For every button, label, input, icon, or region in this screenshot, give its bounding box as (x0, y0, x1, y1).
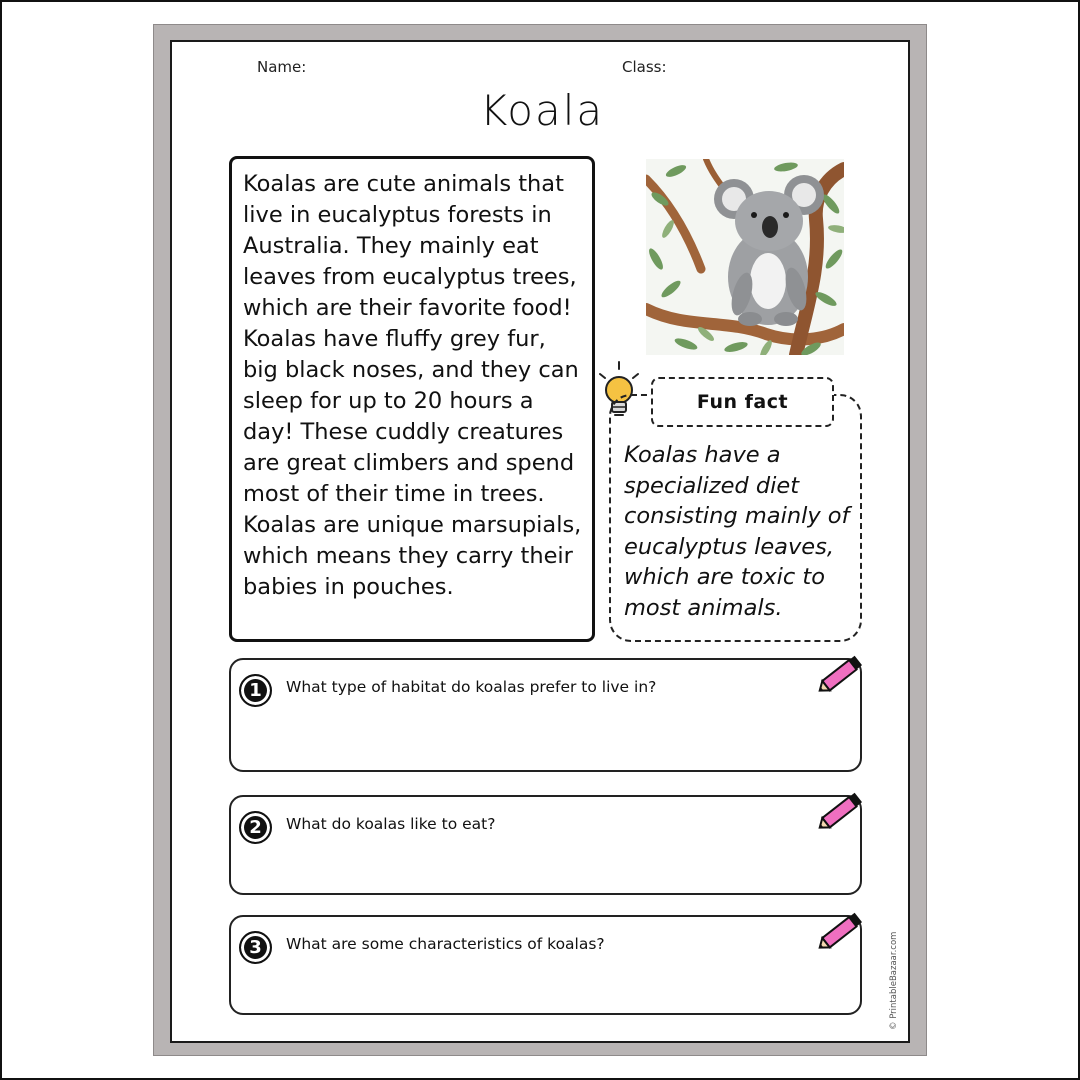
fun-fact-heading: Fun fact (651, 377, 834, 427)
question-text: What type of habitat do koalas prefer to live in? (286, 678, 657, 696)
question-box-1[interactable] (229, 658, 862, 772)
passage-text: Koalas are cute animals that live in eucalyptus forests in Australia. They mainly eat leaves from eucalyptus trees, which are their favorite food! Koalas have fluffy grey fur, big black noses, and they can sleep for up to 20 hours a day! These cuddly creatures are great climbers and spend most of their time in trees. Koalas are unique marsupials, which means they carry their babies in pouches. (243, 171, 582, 600)
koala-illustration (646, 159, 844, 355)
pencil-icon (814, 650, 868, 698)
question-number-badge: 1 (239, 674, 272, 707)
question-number-badge: 3 (239, 931, 272, 964)
worksheet-page (170, 40, 910, 1043)
question-box-3[interactable] (229, 915, 862, 1015)
question-text: What do koalas like to eat? (286, 815, 496, 833)
question-box-2[interactable] (229, 795, 862, 895)
passage-box (229, 156, 595, 642)
question-number-badge: 2 (239, 811, 272, 844)
copyright-text: © PrintableBazaar.com (889, 931, 899, 1030)
page-title: Koala (479, 86, 605, 135)
fun-fact-box (609, 394, 862, 642)
class-label: Class: (622, 58, 667, 76)
question-text: What are some characteristics of koalas? (286, 935, 605, 953)
pencil-icon (814, 907, 868, 955)
pencil-icon (814, 787, 868, 835)
name-label: Name: (257, 58, 307, 76)
fun-fact-text: Koalas have a specialized diet consisting mainly of eucalyptus leaves, which are toxic to most animals. (624, 442, 850, 621)
